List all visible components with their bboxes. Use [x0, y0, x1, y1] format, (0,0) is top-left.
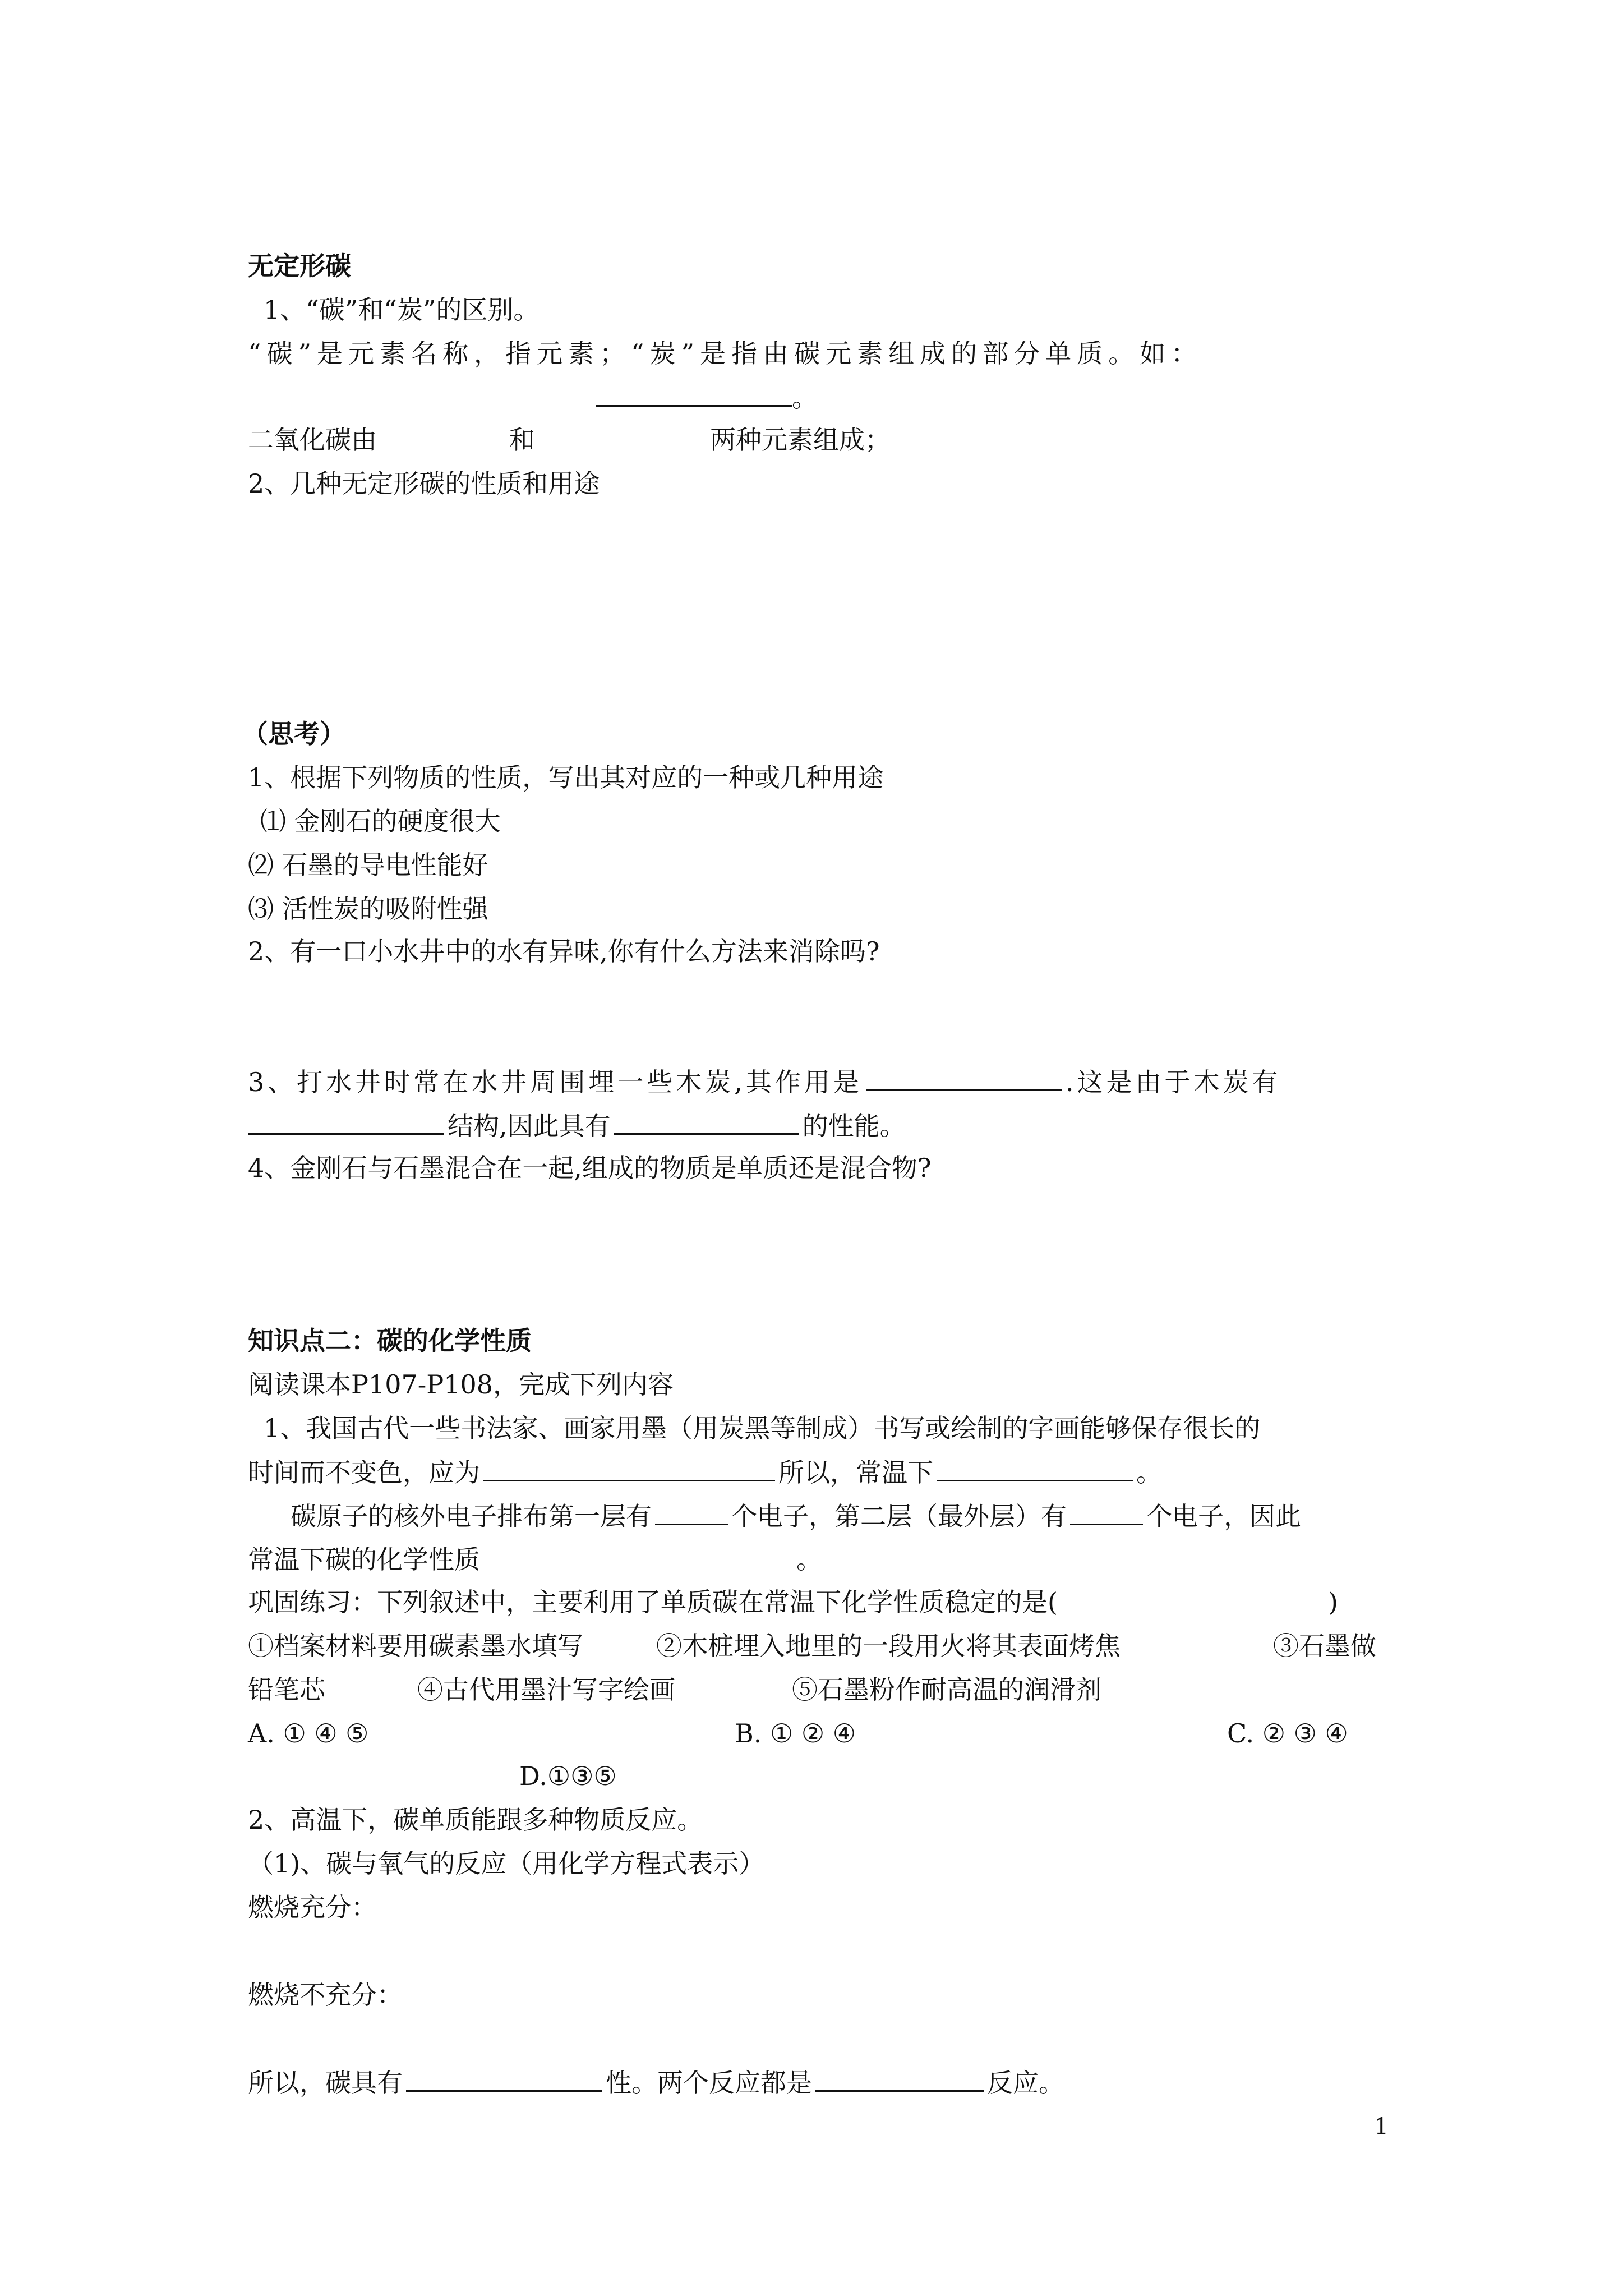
think-q1b: ⑵ 石墨的导电性能好	[248, 850, 488, 880]
think-q1: 1、根据下列物质的性质，写出其对应的一种或几种用途	[248, 762, 884, 793]
think-q2: 2、有一口小水井中的水有异味,你有什么方法来消除吗?	[248, 936, 880, 967]
practice-items-line2a: 铅笔芯	[248, 1674, 325, 1705]
practice-answer-paren: )	[1328, 1587, 1338, 1617]
k2-q2: 2、高温下，碳单质能跟多种物质反应。	[248, 1805, 703, 1835]
option-d: D.①③⑤	[519, 1761, 617, 1791]
question-1-text: “碳”是元素名称，指元素；“炭”是指由碳元素组成的部分单质。如：	[248, 338, 1203, 369]
think-q1c: ⑶ 活性炭的吸附性强	[248, 894, 488, 924]
practice-items-line2c: ⑤石墨粉作耐高温的润滑剂	[792, 1674, 1101, 1705]
atom-structure-line2: 常温下碳的化学性质	[248, 1544, 480, 1575]
practice-items-line2b: ④古代用墨汁写字绘画	[417, 1674, 675, 1705]
reading-instruction: 阅读课本P107-P108，完成下列内容	[248, 1369, 674, 1400]
think-title: （思考）	[242, 719, 345, 749]
option-a: A. ① ④ ⑤	[248, 1718, 369, 1749]
atom-structure-line1: 碳原子的核外电子排布第一层有 个电子，第二层（最外层）有 个电子，因此	[291, 1501, 1301, 1531]
question-1-answer-line: 。	[596, 381, 818, 413]
think-q3-line2: 结构,因此具有 的性能。	[248, 1110, 906, 1142]
co2-composition-a: 二氧化碳由	[248, 425, 377, 455]
combustion-full: 燃烧充分：	[248, 1892, 377, 1922]
option-b: B. ① ② ④	[735, 1718, 856, 1749]
k2-q1-line2: 时间而不变色，应为 所以，常温下 。	[248, 1457, 1162, 1488]
page-number: 1	[1374, 2114, 1389, 2139]
knowledge-point-2-title: 知识点二：碳的化学性质	[248, 1326, 532, 1356]
question-1: 1、“碳”和“炭”的区别。	[264, 295, 540, 325]
co2-composition-b: 和	[509, 425, 535, 455]
co2-composition-c: 两种元素组成；	[710, 425, 891, 455]
k2-q2-1: （1)、碳与氧气的反应（用化学方程式表示）	[248, 1848, 765, 1879]
think-q4: 4、金刚石与石墨混合在一起,组成的物质是单质还是混合物?	[248, 1153, 932, 1183]
practice-items-line1c: ③石墨做	[1273, 1631, 1376, 1661]
conclusion-line: 所以，碳具有 性。两个反应都是 反应。	[248, 2068, 1064, 2098]
question-2: 2、几种无定形碳的性质和用途	[248, 468, 600, 499]
think-q1a: ⑴ 金刚石的硬度很大	[260, 806, 501, 836]
atom-structure-line2-end: 。	[796, 1544, 822, 1575]
think-q3-line1: 3、打水井时常在水井周围埋一些木炭,其作用是 .这是由于木炭有	[248, 1067, 1281, 1097]
k2-q1-line1: 1、我国古代一些书法家、画家用墨（用炭黑等制成）书写或绘制的字画能够保存很长的	[264, 1413, 1261, 1443]
option-c: C. ② ③ ④	[1227, 1718, 1348, 1749]
practice-items-line1a: ①档案材料要用碳素墨水填写	[248, 1631, 583, 1661]
practice-items-line1b: ②木桩埋入地里的一段用火将其表面烤焦	[656, 1631, 1121, 1661]
practice-question: 巩固练习：下列叙述中，主要利用了单质碳在常温下化学性质稳定的是(	[248, 1587, 1058, 1617]
combustion-partial: 燃烧不充分：	[248, 1980, 403, 2010]
section-title-amorphous-carbon: 无定形碳	[248, 251, 351, 281]
